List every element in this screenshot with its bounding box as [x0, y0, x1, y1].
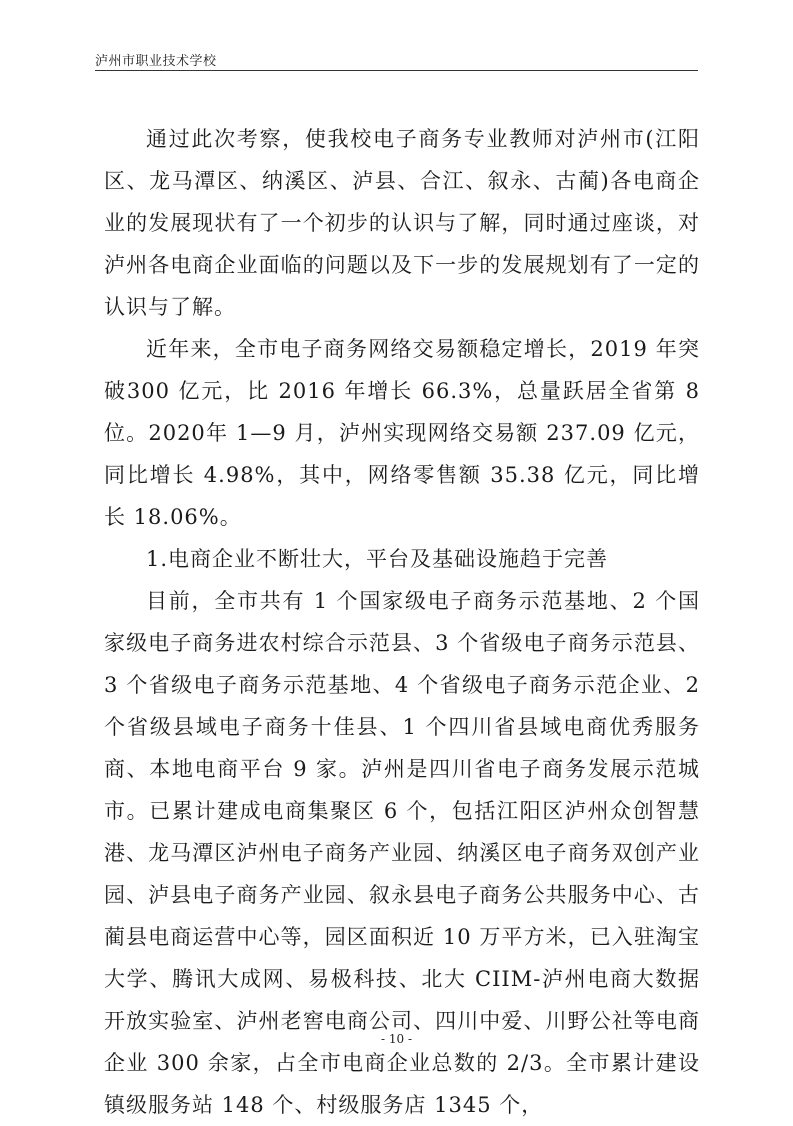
section-heading: 1.电商企业不断壮大，平台及基础设施趋于完善: [146, 547, 609, 571]
paragraph-transaction-growth: 近年来，全市电子商务网络交易额稳定增长，2019 年突破300 亿元，比 2016 年增长 66.3%，总量跃居全省第 8 位。2020年 1—9 月，泸州实现网络交易额 237.09 亿元，同比增长 4.98%，其中，网络零售额 35.38 亿元，同比增长 18.06%。: [104, 337, 700, 529]
document-body: [104, 118, 700, 1126]
paragraph-ecommerce-base: 目前，全市共有 1 个国家级电子商务示范基地、2 个国家级电子商务进农村综合示范县、3 个省级电子商务示范县、3 个省级电子商务示范基地、4 个省级电子商务示范企业、2 个省级县域电子商务十佳县、1 个四川省县域电商优秀服务商、本地电商平台 9 家。泸州是四川省电子商务发展示范城市。已累计建成电商集聚区 6 个，包括江阳区泸州众创智慧港、龙马潭区泸州电子商务产业园、纳溪区电子商务双创产业园、泸县电子商务产业园、叙永县电子商务公共服务中心、古蔺县电商运营中心等，园区面积近 10 万平方米，已入驻淘宝大学、腾讯大成网、易极科技、北大 CIIM-泸州电商大数据开放实验室、泸州老窖电商公司、四川中爱、川野公社等电商企业 300 余家，占全市电商企业总数的 2/3。全市累计建设镇级服务站 148 个、村级服务店 1345 个，: [104, 589, 700, 1117]
page-number: - 10 -: [380, 1032, 412, 1046]
document-header: 泸州市职业技术学校: [95, 54, 217, 69]
header-divider: [95, 70, 698, 71]
paragraph-inspection-summary: 通过此次考察，使我校电子商务专业教师对泸州市(江阳区、龙马潭区、纳溪区、泸县、合江、叙永、古蔺)各电商企业的发展现状有了一个初步的认识与了解，同时通过座谈，对泸州各电商企业面临的问题以及下一步的发展规划有了一定的认识与了解。: [104, 127, 700, 319]
